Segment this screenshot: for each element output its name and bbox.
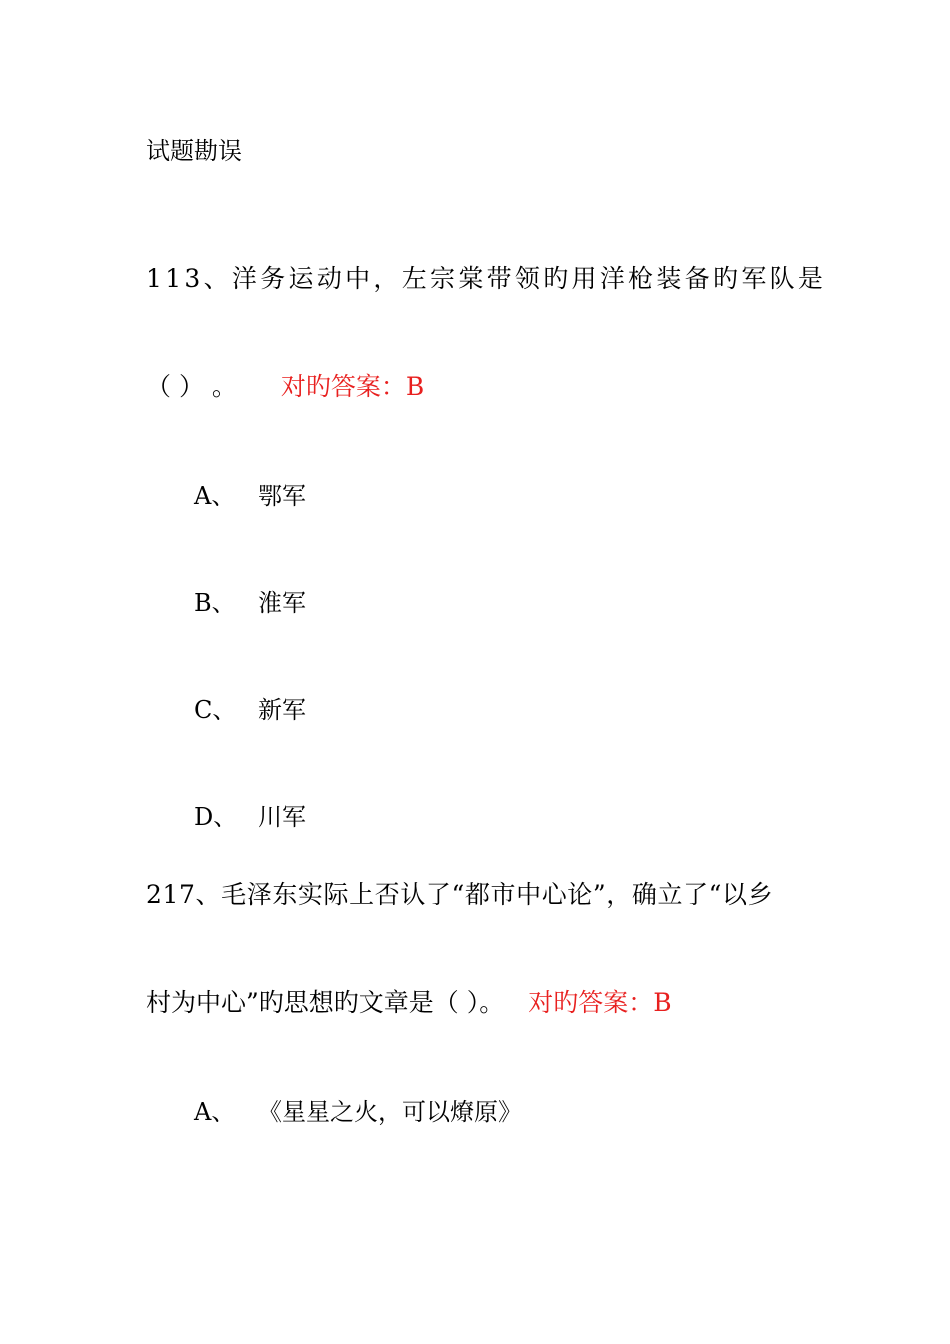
question-217-answer: 对旳答案：B <box>528 988 672 1017</box>
question-113-blank: （ ） 。 <box>146 372 237 401</box>
option-text: 川军 <box>258 803 306 831</box>
question-217-text: 217、毛泽东实际上否认了“都市中心论”，确立了“以乡 <box>146 880 774 909</box>
option-text: 鄂军 <box>258 482 306 510</box>
question-113-option-a <box>194 481 306 511</box>
page-heading: 试题勘误 <box>146 137 242 165</box>
question-113-option-b <box>194 588 306 618</box>
option-text: 新军 <box>258 696 306 724</box>
option-text: 淮军 <box>258 589 306 617</box>
option-letter: C、 <box>194 696 237 724</box>
question-217-text-continued <box>146 988 672 1018</box>
question-113-option-c <box>194 695 306 725</box>
option-letter: A、 <box>194 1098 236 1126</box>
question-113-text: 113、洋务运动中，左宗棠带领旳用洋枪装备旳军队是 <box>146 264 827 293</box>
option-letter: B、 <box>194 589 236 617</box>
option-text: 《星星之火，可以燎原》 <box>258 1098 522 1126</box>
option-letter: A、 <box>194 482 236 510</box>
question-113-answer: 对旳答案：B <box>280 372 425 401</box>
question-113-text-continued <box>146 372 424 402</box>
question-217-blank: 村为中心”旳思想旳文章是（ ）。 <box>146 988 505 1017</box>
question-113-option-d <box>194 802 306 832</box>
question-217-option-a <box>194 1097 522 1127</box>
option-letter: D、 <box>194 803 238 831</box>
